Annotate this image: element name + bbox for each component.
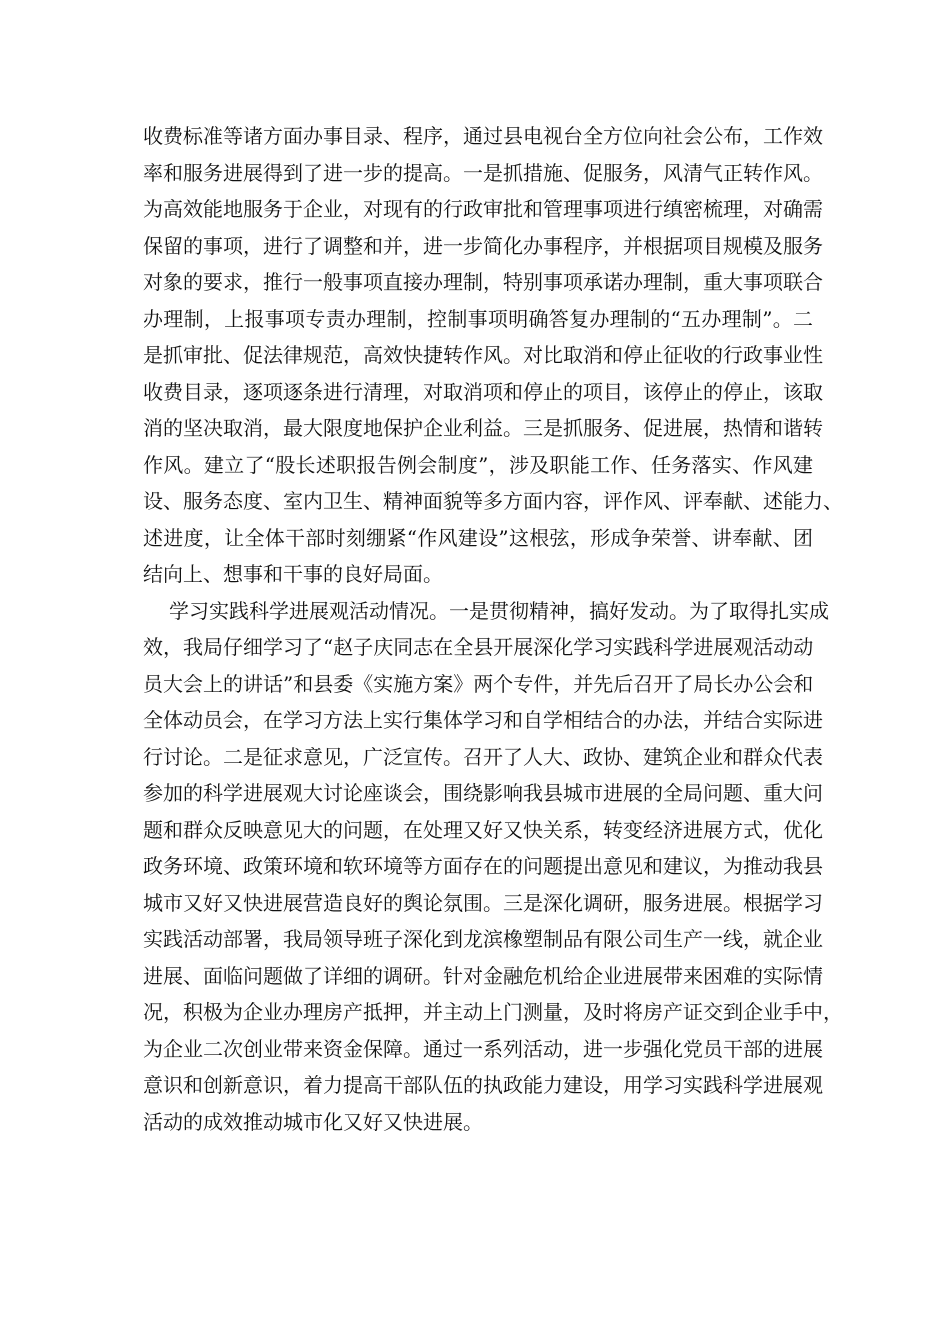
paragraph-1 (143, 118, 843, 593)
text-line: 保留的事项，进行了调整和并，进一步简化办事程序，并根据项目规模及服务 (143, 233, 823, 258)
text-line: 收费标准等诸方面办事目录、程序，通过县电视台全方位向社会公布，工作效 (143, 124, 823, 148)
text-line: 述进度，让全体干部时刻绷紧“作风建设”这根弦，形成争荣誉、讲奉献、团 (143, 525, 813, 550)
text-line: 员大会上的讲话”和县委《实施方案》两个专件，并先后召开了局长办公会和 (143, 671, 814, 696)
text-line: 消的坚决取消，最大限度地保护企业利益。三是抓服务、促进展，热情和谐转 (143, 416, 823, 440)
text-line: 学习实践科学进展观活动情况。一是贯彻精神，搞好发动。为了取得扎实成 (169, 598, 829, 623)
text-line: 效，我局仔细学习了“赵子庆同志在全县开展深化学习实践科学进展观活动动 (143, 635, 814, 659)
text-line: 进展、面临问题做了详细的调研。针对金融危机给企业进展带来困难的实际情 (143, 963, 823, 988)
text-line: 率和服务进展得到了进一步的提高。一是抓措施、促服务，风清气正转作风。 (143, 160, 823, 185)
text-line: 为高效能地服务于企业，对现有的行政审批和管理事项进行缜密梳理，对确需 (143, 197, 823, 221)
text-line: 城市又好又快进展营造良好的舆论氛围。三是深化调研，服务进展。根据学习 (143, 890, 823, 915)
document-body (143, 118, 843, 1140)
text-line: 是抓审批、促法律规范，高效快捷转作风。对比取消和停止征收的行政事业性 (143, 343, 823, 367)
text-line: 结向上、想事和干事的良好局面。 (143, 562, 443, 586)
text-line: 对象的要求，推行一般事项直接办理制，特别事项承诺办理制，重大事项联合 (143, 270, 823, 294)
text-line: 全体动员会，在学习方法上实行集体学习和自学相结合的办法，并结合实际进 (143, 708, 823, 732)
text-line: 政务环境、政策环境和软环境等方面存在的问题提出意见和建议，为推动我县 (143, 854, 823, 878)
text-line: 意识和创新意识，着力提高干部队伍的执政能力建设，用学习实践科学进展观 (143, 1073, 823, 1097)
text-line: 收费目录，逐项逐条进行清理，对取消项和停止的项目，该停止的停止，该取 (143, 379, 823, 404)
text-line: 参加的科学进展观大讨论座谈会，围绕影响我县城市进展的全局问题、重大问 (143, 781, 823, 805)
text-line: 活动的成效推动城市化又好又快进展。 (143, 1109, 483, 1134)
text-line: 办理制，上报事项专责办理制，控制事项明确答复办理制的“五办理制”。二 (143, 306, 813, 331)
text-line: 设、服务态度、室内卫生、精神面貌等多方面内容，评作风、评奉献、述能力、 (143, 489, 843, 513)
text-line: 实践活动部署，我局领导班子深化到龙滨橡塑制品有限公司生产一线，就企业 (143, 927, 823, 951)
text-line: 为企业二次创业带来资金保障。通过一系列活动，进一步强化党员干部的进展 (143, 1036, 823, 1061)
text-line: 行讨论。二是征求意见，广泛宣传。召开了人大、政协、建筑企业和群众代表 (143, 744, 823, 769)
text-line: 况，积极为企业办理房产抵押，并主动上门测量，及时将房产证交到企业手中， (143, 1000, 843, 1024)
paragraph-2 (143, 593, 843, 1141)
text-line: 题和群众反映意见大的问题，在处理又好又快关系，转变经济进展方式，优化 (143, 817, 823, 842)
text-line: 作风。建立了“股长述职报告例会制度”，涉及职能工作、任务落实、作风建 (143, 452, 813, 477)
